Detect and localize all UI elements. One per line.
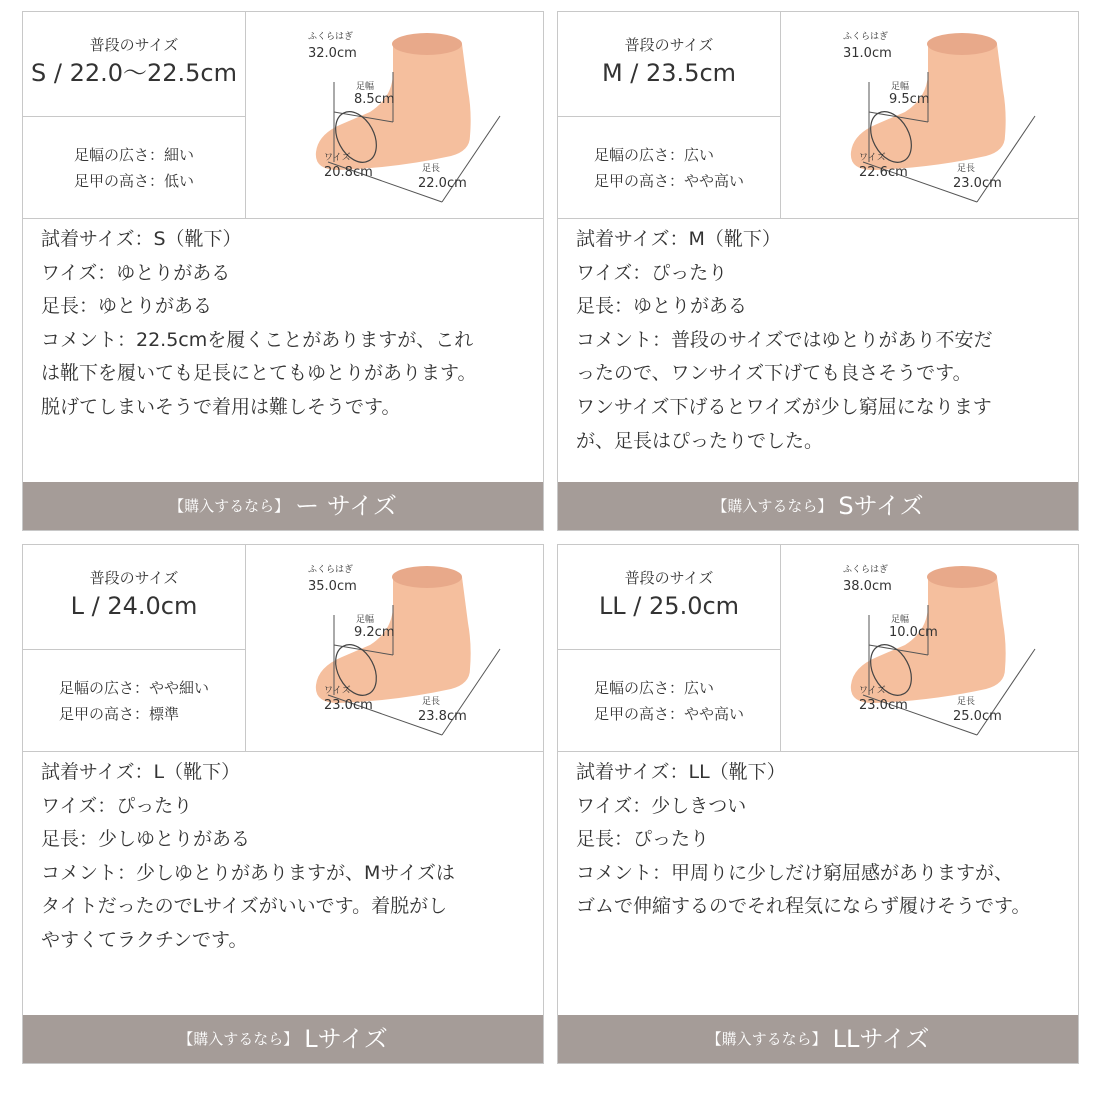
instep-height-text: 足甲の高さ：やや高い (593, 171, 744, 190)
purchase-prefix: 【購入するなら】 (706, 1030, 827, 1048)
calf-caption: ふくらはぎ (308, 32, 354, 42)
wise-value: 23.0cm (859, 698, 908, 713)
foot-features (558, 650, 781, 751)
length-value: 23.0cm (953, 176, 1002, 191)
instep-height-text: 足甲の高さ：やや高い (593, 704, 744, 723)
trial-line: コメント：22.5cmを履くことがありますが、これ (41, 328, 474, 351)
wise-caption: ワイズ (324, 153, 351, 163)
card-header (23, 12, 543, 219)
trial-line: タイトだったのでLサイズがいいです。着脱がし (41, 895, 448, 918)
foot-diagram (781, 12, 1078, 218)
purchase-recommendation-bar (23, 482, 543, 530)
usual-size-box (558, 12, 781, 117)
purchase-prefix: 【購入するなら】 (178, 1030, 299, 1048)
usual-size-value: M / 23.5cm (601, 59, 737, 87)
wise-value: 20.8cm (324, 165, 373, 180)
foot-illustration-icon (246, 12, 543, 218)
foot-width-text: 足幅の広さ：広い (593, 145, 714, 164)
trial-line: ワンサイズ下げるとワイズが少し窮屈になります (576, 395, 992, 418)
width-value: 10.0cm (889, 625, 938, 640)
calf-value: 32.0cm (308, 46, 357, 61)
wise-value: 22.6cm (859, 165, 908, 180)
usual-size-caption: 普段のサイズ (89, 36, 179, 54)
trial-line: 足長：ゆとりがある (41, 295, 213, 318)
length-caption: 足長 (422, 164, 441, 174)
trial-line: 試着サイズ：S（靴下） (41, 228, 242, 250)
length-caption: 足長 (957, 164, 976, 174)
foot-diagram (781, 545, 1078, 751)
trial-line: ワイズ：ぴったり (41, 794, 193, 817)
card-header (23, 545, 543, 752)
trial-line: 足長：少しゆとりがある (41, 828, 251, 851)
trial-line: 脱げてしまいそうで着用は難しそうです。 (41, 395, 401, 418)
calf-caption: ふくらはぎ (308, 565, 354, 575)
size-card (557, 11, 1079, 531)
trial-line: コメント：甲周りに少しだけ窮屈感がありますが、 (576, 861, 1014, 884)
size-card (22, 544, 544, 1064)
length-value: 22.0cm (418, 176, 467, 191)
purchase-recommendation-bar (558, 1015, 1078, 1063)
foot-illustration-icon (246, 545, 543, 751)
width-caption: 足幅 (891, 615, 910, 625)
wise-caption: ワイズ (859, 686, 886, 696)
size-card (22, 11, 544, 531)
foot-width-text: 足幅の広さ：やや細い (58, 678, 209, 697)
trial-line: が、足長はぴったりでした。 (576, 429, 824, 452)
width-value: 9.2cm (354, 625, 395, 640)
trial-notes (558, 752, 1078, 1016)
wise-caption: ワイズ (859, 153, 886, 163)
trial-line: やすくてラクチンです。 (41, 928, 248, 951)
size-card (557, 544, 1079, 1064)
trial-notes (23, 752, 543, 1016)
foot-features (23, 650, 246, 751)
foot-diagram (246, 545, 543, 751)
foot-features (558, 117, 781, 218)
wise-value: 23.0cm (324, 698, 373, 713)
trial-notes (558, 219, 1078, 483)
foot-width-text: 足幅の広さ：細い (73, 145, 194, 164)
instep-height-text: 足甲の高さ：標準 (58, 704, 179, 723)
usual-size-caption: 普段のサイズ (624, 569, 714, 587)
calf-caption: ふくらはぎ (843, 32, 889, 42)
width-value: 9.5cm (889, 92, 930, 107)
calf-value: 31.0cm (843, 46, 892, 61)
trial-line: ワイズ：少しきつい (576, 794, 747, 817)
usual-size-value: S / 22.0〜22.5cm (30, 59, 238, 87)
calf-value: 35.0cm (308, 579, 357, 594)
wise-caption: ワイズ (324, 686, 351, 696)
calf-value: 38.0cm (843, 579, 892, 594)
foot-diagram (246, 12, 543, 218)
usual-size-box (23, 12, 246, 117)
trial-line: 試着サイズ：M（靴下） (576, 228, 781, 250)
instep-height-text: 足甲の高さ：低い (73, 171, 194, 190)
trial-line: ったので、ワンサイズ下げても良さそうです。 (576, 362, 972, 385)
trial-notes (23, 219, 543, 483)
trial-line: ワイズ：ゆとりがある (41, 261, 231, 284)
usual-size-caption: 普段のサイズ (624, 36, 714, 54)
purchase-prefix: 【購入するなら】 (169, 497, 290, 515)
purchase-size: Lサイズ (304, 1025, 388, 1053)
usual-size-value: L / 24.0cm (70, 592, 198, 620)
card-header (558, 545, 1078, 752)
usual-size-box (23, 545, 246, 650)
foot-illustration-icon (781, 12, 1078, 218)
trial-line: 試着サイズ：L（靴下） (41, 761, 241, 783)
purchase-size: Sサイズ (838, 492, 924, 520)
purchase-size: ー サイズ (295, 492, 397, 520)
trial-line: コメント：普段のサイズではゆとりがあり不安だ (576, 328, 993, 351)
length-caption: 足長 (957, 697, 976, 707)
length-value: 23.8cm (418, 709, 467, 724)
width-value: 8.5cm (354, 92, 395, 107)
trial-line: ワイズ：ぴったり (576, 261, 728, 284)
calf-caption: ふくらはぎ (843, 565, 889, 575)
usual-size-value: LL / 25.0cm (598, 592, 740, 620)
usual-size-box (558, 545, 781, 650)
width-caption: 足幅 (356, 615, 375, 625)
trial-line: 試着サイズ：LL（靴下） (576, 761, 786, 783)
purchase-recommendation-bar (23, 1015, 543, 1063)
usual-size-caption: 普段のサイズ (89, 569, 179, 587)
card-header (558, 12, 1078, 219)
trial-line: コメント：少しゆとりがありますが、Mサイズは (41, 861, 455, 884)
purchase-size: LLサイズ (832, 1025, 930, 1053)
length-caption: 足長 (422, 697, 441, 707)
purchase-recommendation-bar (558, 482, 1078, 530)
trial-line: 足長：ぴったり (576, 828, 710, 851)
width-caption: 足幅 (356, 82, 375, 92)
width-caption: 足幅 (891, 82, 910, 92)
foot-features (23, 117, 246, 218)
trial-line: ゴムで伸縮するのでそれ程気にならず履けそうです。 (576, 895, 1031, 918)
foot-illustration-icon (781, 545, 1078, 751)
trial-line: 足長：ゆとりがある (576, 295, 748, 318)
foot-width-text: 足幅の広さ：広い (593, 678, 714, 697)
purchase-prefix: 【購入するなら】 (712, 497, 833, 515)
trial-line: は靴下を履いても足長にとてもゆとりがあります。 (41, 362, 477, 385)
length-value: 25.0cm (953, 709, 1002, 724)
